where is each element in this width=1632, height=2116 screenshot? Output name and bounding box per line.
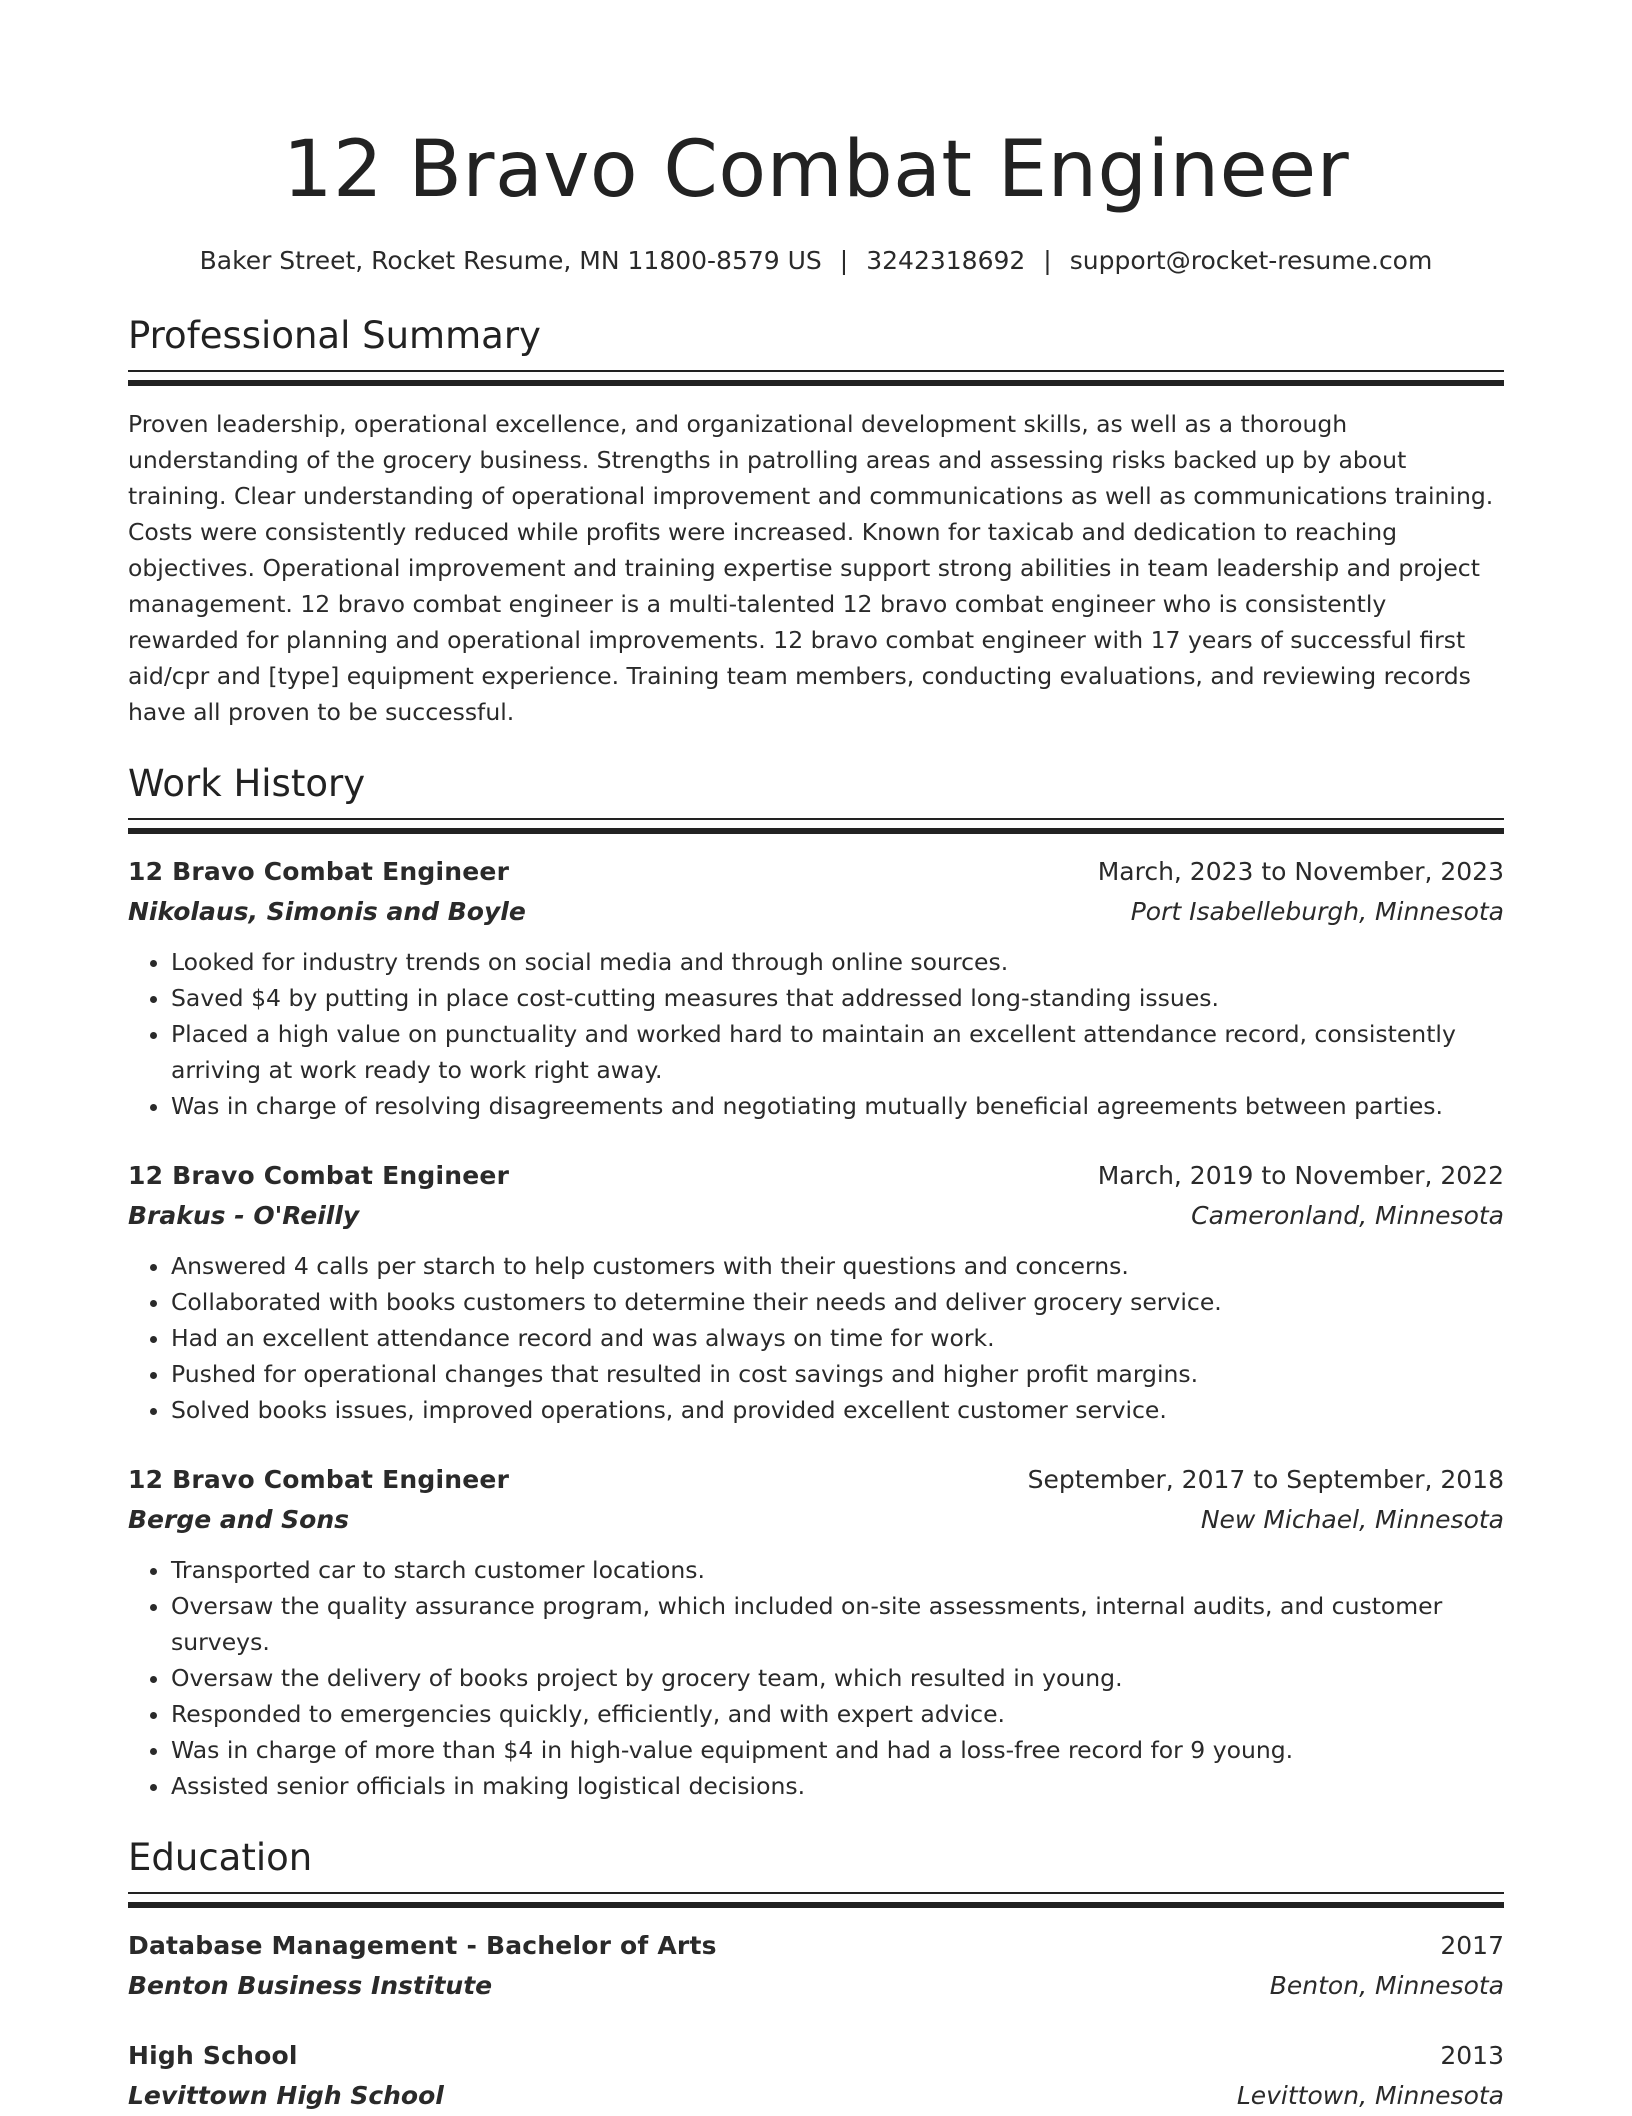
education-school: Levittown High School bbox=[128, 2081, 444, 2110]
contact-line bbox=[128, 244, 1504, 278]
job-bullets bbox=[128, 1248, 1504, 1428]
job-dates: March, 2019 to November, 2022 bbox=[1097, 1161, 1504, 1190]
job-entry bbox=[128, 852, 1504, 1124]
section-divider bbox=[128, 1892, 1504, 1908]
job-bullet: • Transported car to starch customer locations. bbox=[171, 1552, 1504, 1588]
summary-text: Proven leadership, operational excellence, and organizational development skills, as well as a thorough understanding of the grocery business. Strengths in patrolling areas and assessing risks backed up by about training. Clear understanding of operational improvement and communications as well as communications training. Costs were consistently reduced while profits were increased. Known for taxicab and dedication to reaching objectives. Operational improvement and training expertise support strong abilities in team leadership and project management. 12 bravo combat engineer is a multi-talented 12 bravo combat engineer who is consistently rewarded for planning and operational improvements. 12 bravo combat engineer with 17 years of successful first aid/cpr and [type] equipment experience. Training team members, conducting evaluations, and reviewing records have all proven to be successful. bbox=[128, 410, 1494, 726]
education-year: 2017 bbox=[1440, 1931, 1504, 1960]
job-location: New Michael, Minnesota bbox=[1200, 1505, 1504, 1534]
contact-email: support@rocket-resume.com bbox=[1069, 246, 1433, 275]
section-divider bbox=[128, 818, 1504, 834]
job-bullet: • Responded to emergencies quickly, efficiently, and with expert advice. bbox=[171, 1696, 1504, 1732]
education-location: Benton, Minnesota bbox=[1269, 1971, 1504, 2000]
education-degree: Database Management - Bachelor of Arts bbox=[128, 1931, 717, 1960]
job-bullet: • Oversaw the quality assurance program, which included on-site assessments, internal audits, and customer surveys. bbox=[171, 1588, 1504, 1660]
job-company: Nikolaus, Simonis and Boyle bbox=[128, 897, 526, 926]
job-title: 12 Bravo Combat Engineer bbox=[128, 1465, 510, 1494]
job-bullet: • Oversaw the delivery of books project by grocery team, which resulted in young. bbox=[171, 1660, 1504, 1696]
job-bullet: • Assisted senior officials in making logistical decisions. bbox=[171, 1768, 1504, 1804]
job-title: 12 Bravo Combat Engineer bbox=[128, 857, 510, 886]
education-degree: High School bbox=[128, 2041, 298, 2070]
job-bullet: • Collaborated with books customers to determine their needs and deliver grocery service. bbox=[171, 1284, 1504, 1320]
job-bullet: • Was in charge of resolving disagreements and negotiating mutually beneficial agreements between parties. bbox=[171, 1088, 1504, 1124]
work-history-section bbox=[128, 760, 1504, 1804]
education-entry bbox=[128, 1926, 1504, 2006]
education-heading: Education bbox=[128, 1836, 313, 1879]
education-year: 2013 bbox=[1440, 2041, 1504, 2070]
job-bullet: • Placed a high value on punctuality and worked hard to maintain an excellent attendance record, consistently arriving at work ready to work right away. bbox=[171, 1016, 1504, 1088]
summary-section bbox=[128, 312, 1504, 730]
job-bullet: • Looked for industry trends on social media and through online sources. bbox=[171, 944, 1504, 980]
job-bullet: • Answered 4 calls per starch to help customers with their questions and concerns. bbox=[171, 1248, 1504, 1284]
section-divider bbox=[128, 370, 1504, 386]
education-entry bbox=[128, 2036, 1504, 2116]
job-bullets bbox=[128, 1552, 1504, 1804]
job-dates: March, 2023 to November, 2023 bbox=[1097, 857, 1504, 886]
job-bullet: • Saved $4 by putting in place cost-cutting measures that addressed long-standing issues. bbox=[171, 980, 1504, 1016]
education-location: Levittown, Minnesota bbox=[1236, 2081, 1504, 2110]
job-dates: September, 2017 to September, 2018 bbox=[1027, 1465, 1504, 1494]
job-location: Cameronland, Minnesota bbox=[1191, 1201, 1504, 1230]
job-company: Berge and Sons bbox=[128, 1505, 350, 1534]
work-history-heading: Work History bbox=[128, 762, 366, 805]
job-bullet: • Was in charge of more than $4 in high-value equipment and had a loss-free record for 9 young. bbox=[171, 1732, 1504, 1768]
job-title: 12 Bravo Combat Engineer bbox=[128, 1161, 510, 1190]
job-entry bbox=[128, 1156, 1504, 1428]
contact-separator: | bbox=[1043, 246, 1052, 275]
job-company: Brakus - O'Reilly bbox=[128, 1201, 360, 1230]
education-school: Benton Business Institute bbox=[128, 1971, 493, 2000]
job-bullet: • Solved books issues, improved operations, and provided excellent customer service. bbox=[171, 1392, 1504, 1428]
education-section bbox=[128, 1834, 1504, 2116]
job-bullets bbox=[128, 944, 1504, 1124]
job-bullet: • Had an excellent attendance record and was always on time for work. bbox=[171, 1320, 1504, 1356]
job-bullet: • Pushed for operational changes that resulted in cost savings and higher profit margins. bbox=[171, 1356, 1504, 1392]
contact-separator: | bbox=[839, 246, 849, 275]
candidate-name: 12 Bravo Combat Engineer bbox=[282, 125, 1350, 215]
job-location: Port Isabelleburgh, Minnesota bbox=[1130, 897, 1504, 926]
job-entry bbox=[128, 1460, 1504, 1804]
contact-address: Baker Street, Rocket Resume, MN 11800-8579 US bbox=[199, 246, 822, 275]
summary-heading: Professional Summary bbox=[128, 314, 541, 357]
contact-phone: 3242318692 bbox=[866, 246, 1026, 275]
